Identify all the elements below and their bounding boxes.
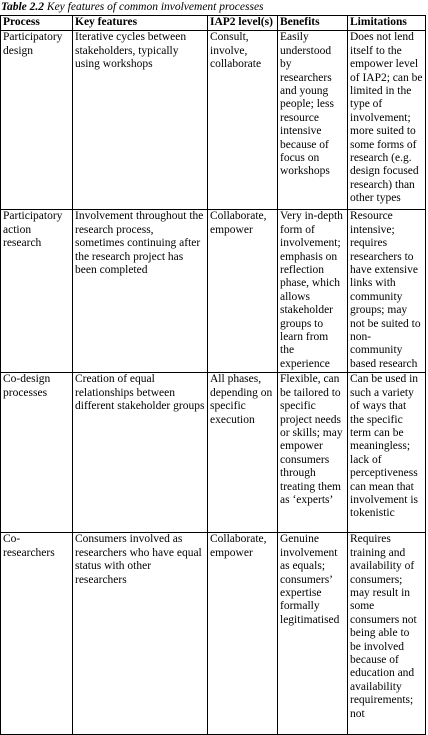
cell-process: Co-design processes <box>1 373 73 533</box>
cell-iap2-levels: All phases, depending on specific execution <box>208 373 278 533</box>
cell-limitations: Resource intensive; requires researchers to have extensive links with community groups; may not be suited to non-community based research <box>348 210 426 373</box>
cell-key-features: Involvement throughout the research process, sometimes continuing after the research project has been completed <box>73 210 208 373</box>
header-key-features: Key features <box>73 16 208 31</box>
cell-benefits: Flexible, can be tailored to specific project needs or skills; may empower consumers through treating them as ‘experts’ <box>278 373 348 533</box>
cell-process: Participatory action research <box>1 210 73 373</box>
cell-benefits: Genuine involvement as equals; consumers’ expertise formally legitimatised <box>278 533 348 735</box>
header-benefits: Benefits <box>278 16 348 31</box>
table-row <box>1 373 426 533</box>
header-limitations: Limitations <box>348 16 426 31</box>
cell-key-features: Iterative cycles between stakeholders, typically using workshops <box>73 31 208 210</box>
cell-process: Co-researchers <box>1 533 73 735</box>
cell-benefits: Very in-depth form of involvement; emphasis on reflection phase, which allows stakeholder groups to learn from the experience <box>278 210 348 373</box>
header-row <box>1 16 426 31</box>
cell-limitations: Does not lend itself to the empower level of IAP2; can be limited in the type of involvement; more suited to some forms of research (e.g. design focused research) than other types <box>348 31 426 210</box>
cell-benefits: Easily understood by researchers and young people; less resource intensive because of focus on workshops <box>278 31 348 210</box>
cell-process: Participatory design <box>1 31 73 210</box>
cell-iap2-levels: Collaborate, empower <box>208 533 278 735</box>
caption-text: Key features of common involvement processes <box>46 1 264 13</box>
table-row <box>1 533 426 735</box>
header-iap2-levels: IAP2 level(s) <box>208 16 278 31</box>
cell-limitations: Requires training and availability of consumers; may result in some consumers not being able to be involved because of education and availability requirements; not <box>348 533 426 735</box>
table-row <box>1 31 426 210</box>
cell-iap2-levels: Consult, involve, collaborate <box>208 31 278 210</box>
cell-iap2-levels: Collaborate, empower <box>208 210 278 373</box>
involvement-processes-table <box>0 15 426 735</box>
cell-key-features: Creation of equal relationships between different stakeholder groups <box>73 373 208 533</box>
caption-label: Table 2.2 <box>1 1 45 13</box>
table-caption <box>1 0 264 14</box>
cell-limitations: Can be used in such a variety of ways that the specific term can be meaningless; lack of perceptiveness can mean that involvement is tokenistic <box>348 373 426 533</box>
table-row <box>1 210 426 373</box>
header-process: Process <box>1 16 73 31</box>
cell-key-features: Consumers involved as researchers who have equal status with other researchers <box>73 533 208 735</box>
